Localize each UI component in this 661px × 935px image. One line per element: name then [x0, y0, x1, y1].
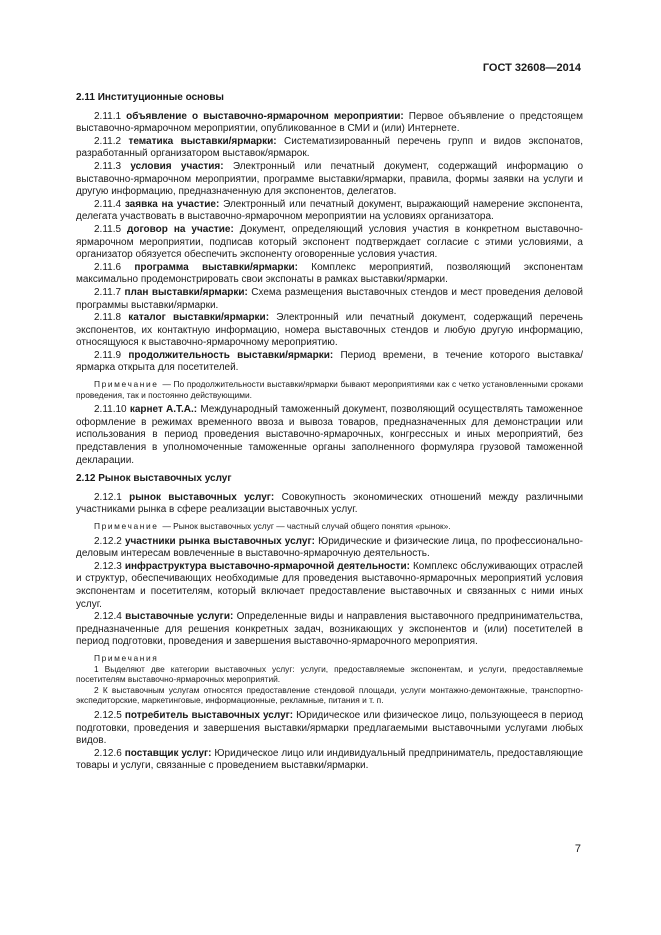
note-item: 2 К выставочным услугам относятся предоставление стендовой площади, услуги монтажно-демонтажные, транспортно-экспедиторские, маркетинговые, информационные, рекламные, питания и т. п.	[76, 684, 583, 706]
definition-2-11-2	[76, 136, 583, 161]
definition-term: карнет А.Т.А.:	[129, 404, 198, 416]
definitions-list-2-12-b	[76, 710, 583, 773]
definition-term: участники рынка выставочных услуг:	[124, 535, 315, 547]
definition-term: выставочные услуги:	[125, 611, 234, 623]
definition-number: 2.11.3	[94, 160, 122, 172]
definition-number: 2.11.5	[94, 223, 122, 235]
definition-number: 2.11.10	[94, 404, 127, 416]
definition-term: договор на участие:	[127, 223, 234, 235]
definition-2-11-4	[76, 199, 583, 224]
note-item: 1 Выделяют две категории выставочных услуг: услуги, предоставляемые экспонентам, и услуги, предоставляемые посетителям выставочно-ярмарочных мероприятий.	[76, 663, 583, 685]
definition-number: 2.12.5	[94, 709, 122, 721]
definition-2-11-7	[76, 287, 583, 312]
definition-2-11-1	[76, 111, 583, 136]
definitions-list-2-12-a	[76, 536, 583, 649]
definition-2-12-1	[76, 492, 583, 517]
definition-text: Электронный или печатный документ, содержащий информацию о выставочно-ярмарочном мероприятии, программе выставки/ярмарки, правила, формы заявки на услуги и другую информацию, предназначенную для экспонентов, делегатов.	[76, 160, 584, 198]
definitions-list-2-11	[76, 111, 583, 375]
definition-number: 2.11.6	[94, 261, 122, 273]
section-title-2-11: 2.11 Институционные основы	[76, 92, 224, 103]
definition-term: поставщик услуг:	[124, 747, 212, 759]
definition-2-11-10	[76, 404, 583, 467]
definition-number: 2.11.4	[94, 198, 122, 210]
definition-text: Юридическое или физическое лицо, пользующееся в период подготовки, проведения и завершения выставки/ярмарки предлагаемыми выставочными услугами любых видов.	[76, 709, 584, 747]
definition-text: Схема размещения выставочных стендов и мест проведения деловой программы выставки/ярмарки.	[76, 286, 583, 311]
definition-text: Комплекс мероприятий, позволяющий экспонентам максимально продемонстрировать свои экспонаты в рамках выставки/ярмарки.	[76, 261, 583, 286]
definition-number: 2.11.9	[94, 349, 122, 361]
definition-2-12-3	[76, 561, 583, 611]
definition-2-11-3	[76, 161, 583, 199]
definition-2-12-4	[76, 611, 583, 649]
definition-term: план выставки/ярмарки:	[124, 286, 248, 298]
note-label: Примечание	[94, 379, 159, 390]
definition-number: 2.11.1	[94, 110, 122, 122]
definition-text: Юридические и физические лица, по профессионально-деловым интересам вовлеченные в выставочно-ярмарочную деятельность.	[76, 535, 584, 560]
definition-2-12-6	[76, 748, 583, 773]
definition-number: 2.12.2	[94, 535, 122, 547]
definition-2-12-2	[76, 536, 583, 561]
definition-text: Электронный или печатный документ, выражающий намерение экспонента, делегата участвовать в выставочно-ярмарочном мероприятии на условиях организатора.	[76, 198, 584, 223]
note-2-11-9	[76, 379, 583, 400]
document-body	[76, 92, 583, 773]
definition-term: инфраструктура выставочно-ярмарочной деятельности:	[124, 560, 410, 572]
definition-term: каталог выставки/ярмарки:	[128, 312, 270, 324]
definition-number: 2.12.4	[94, 611, 122, 623]
definition-term: заявка на участие:	[124, 198, 220, 210]
definition-term: продолжительность выставки/ярмарки:	[128, 349, 334, 361]
definition-number: 2.12.3	[94, 560, 122, 572]
definition-text: Комплекс обслуживающих отраслей и структур, обеспечивающих необходимые для проведения выставочно-ярмарочных мероприятий условия экспонентам и посетителям, который включает предоставление выставочных и связанных с ними иных услуг.	[76, 560, 584, 610]
definition-term: программа выставки/ярмарки:	[134, 261, 298, 273]
definition-text: Электронный или печатный документ, содержащий перечень экспонентов, их контактную информацию, номера выставочных стендов и любую другую информацию, относящуюся к выставочно-ярмарочному мероприятию.	[76, 312, 583, 349]
note-label: Примечание	[94, 521, 159, 531]
definition-text: Определенные виды и направления выставочного предпринимательства, предназначенные для решения конкретных задач, возникающих у экспонентов и (или) посетителей в период подготовки, проведения и завершения выставочно-ярмарочного мероприятия.	[76, 611, 583, 648]
definition-text: Документ, определяющий условия участия в конкретном выставочно-ярмарочном мероприятии, подписав который экспонент подтверждает согласие с этими условиями, а организатор обязуется обеспечить экспоненту оговоренные условия участия.	[76, 223, 584, 261]
section-title-2-12: 2.12 Рынок выставочных услуг	[76, 473, 232, 485]
definition-term: условия участия:	[130, 160, 224, 172]
definition-number: 2.12.1	[94, 491, 122, 503]
definition-number: 2.11.2	[94, 135, 122, 147]
definition-text: Период времени, в течение которого выставка/ярмарка открыта для посетителей.	[76, 349, 583, 374]
definition-text: Совокупность экономических отношений между различными участниками рынка в сфере реализации выставочных услуг.	[76, 491, 584, 516]
definition-term: тематика выставки/ярмарки:	[128, 135, 277, 147]
note-2-12-1	[76, 521, 583, 532]
note-text: — Рынок выставочных услуг — частный случай общего понятия «рынок».	[162, 521, 451, 531]
definition-2-12-5	[76, 710, 583, 748]
notes-list	[76, 664, 583, 710]
definition-2-11-9	[76, 350, 583, 375]
notes-title: Примечания	[94, 652, 159, 663]
definition-term: объявление о выставочно-ярмарочном мероприятии:	[126, 110, 404, 122]
definition-number: 2.11.7	[94, 286, 122, 298]
definition-text: Систематизированный перечень групп и видов экспонатов, разработанный организатором выставок/ярмарок.	[76, 135, 583, 160]
definition-2-11-6	[76, 262, 583, 287]
definition-text: Первое объявление о предстоящем выставочно-ярмарочном мероприятии, опубликованное в СМИ и (или) Интернете.	[76, 110, 583, 135]
definition-term: рынок выставочных услуг:	[129, 491, 275, 503]
document-standard-header: ГОСТ 32608—2014	[482, 62, 581, 74]
definition-term: потребитель выставочных услуг:	[124, 709, 294, 721]
page-number: 7	[574, 843, 581, 855]
definition-number: 2.12.6	[94, 747, 122, 759]
note-text: — По продолжительности выставки/ярмарки бывают мероприятиями как с четко установленными сроками проведения, так и постоянно действующими.	[76, 379, 583, 400]
definition-number: 2.11.8	[94, 312, 122, 324]
definition-text: Международный таможенный документ, позволяющий осуществлять таможенное оформление в режимах временного ввоза и вывоза товаров, предназначенных для демонстрации или использования в период проведения выставочно-ярмарочных, конгрессных и иных мероприятий, без представления в уполномоченные таможенные органы заполненного формуляра грузовой таможенной декларации.	[76, 404, 583, 466]
definition-2-11-8	[76, 312, 583, 350]
definition-2-11-5	[76, 224, 583, 262]
definition-text: Юридическое лицо или индивидуальный предприниматель, предоставляющие товары и услуги, связанные с проведением выставки/ярмарки.	[76, 747, 584, 772]
